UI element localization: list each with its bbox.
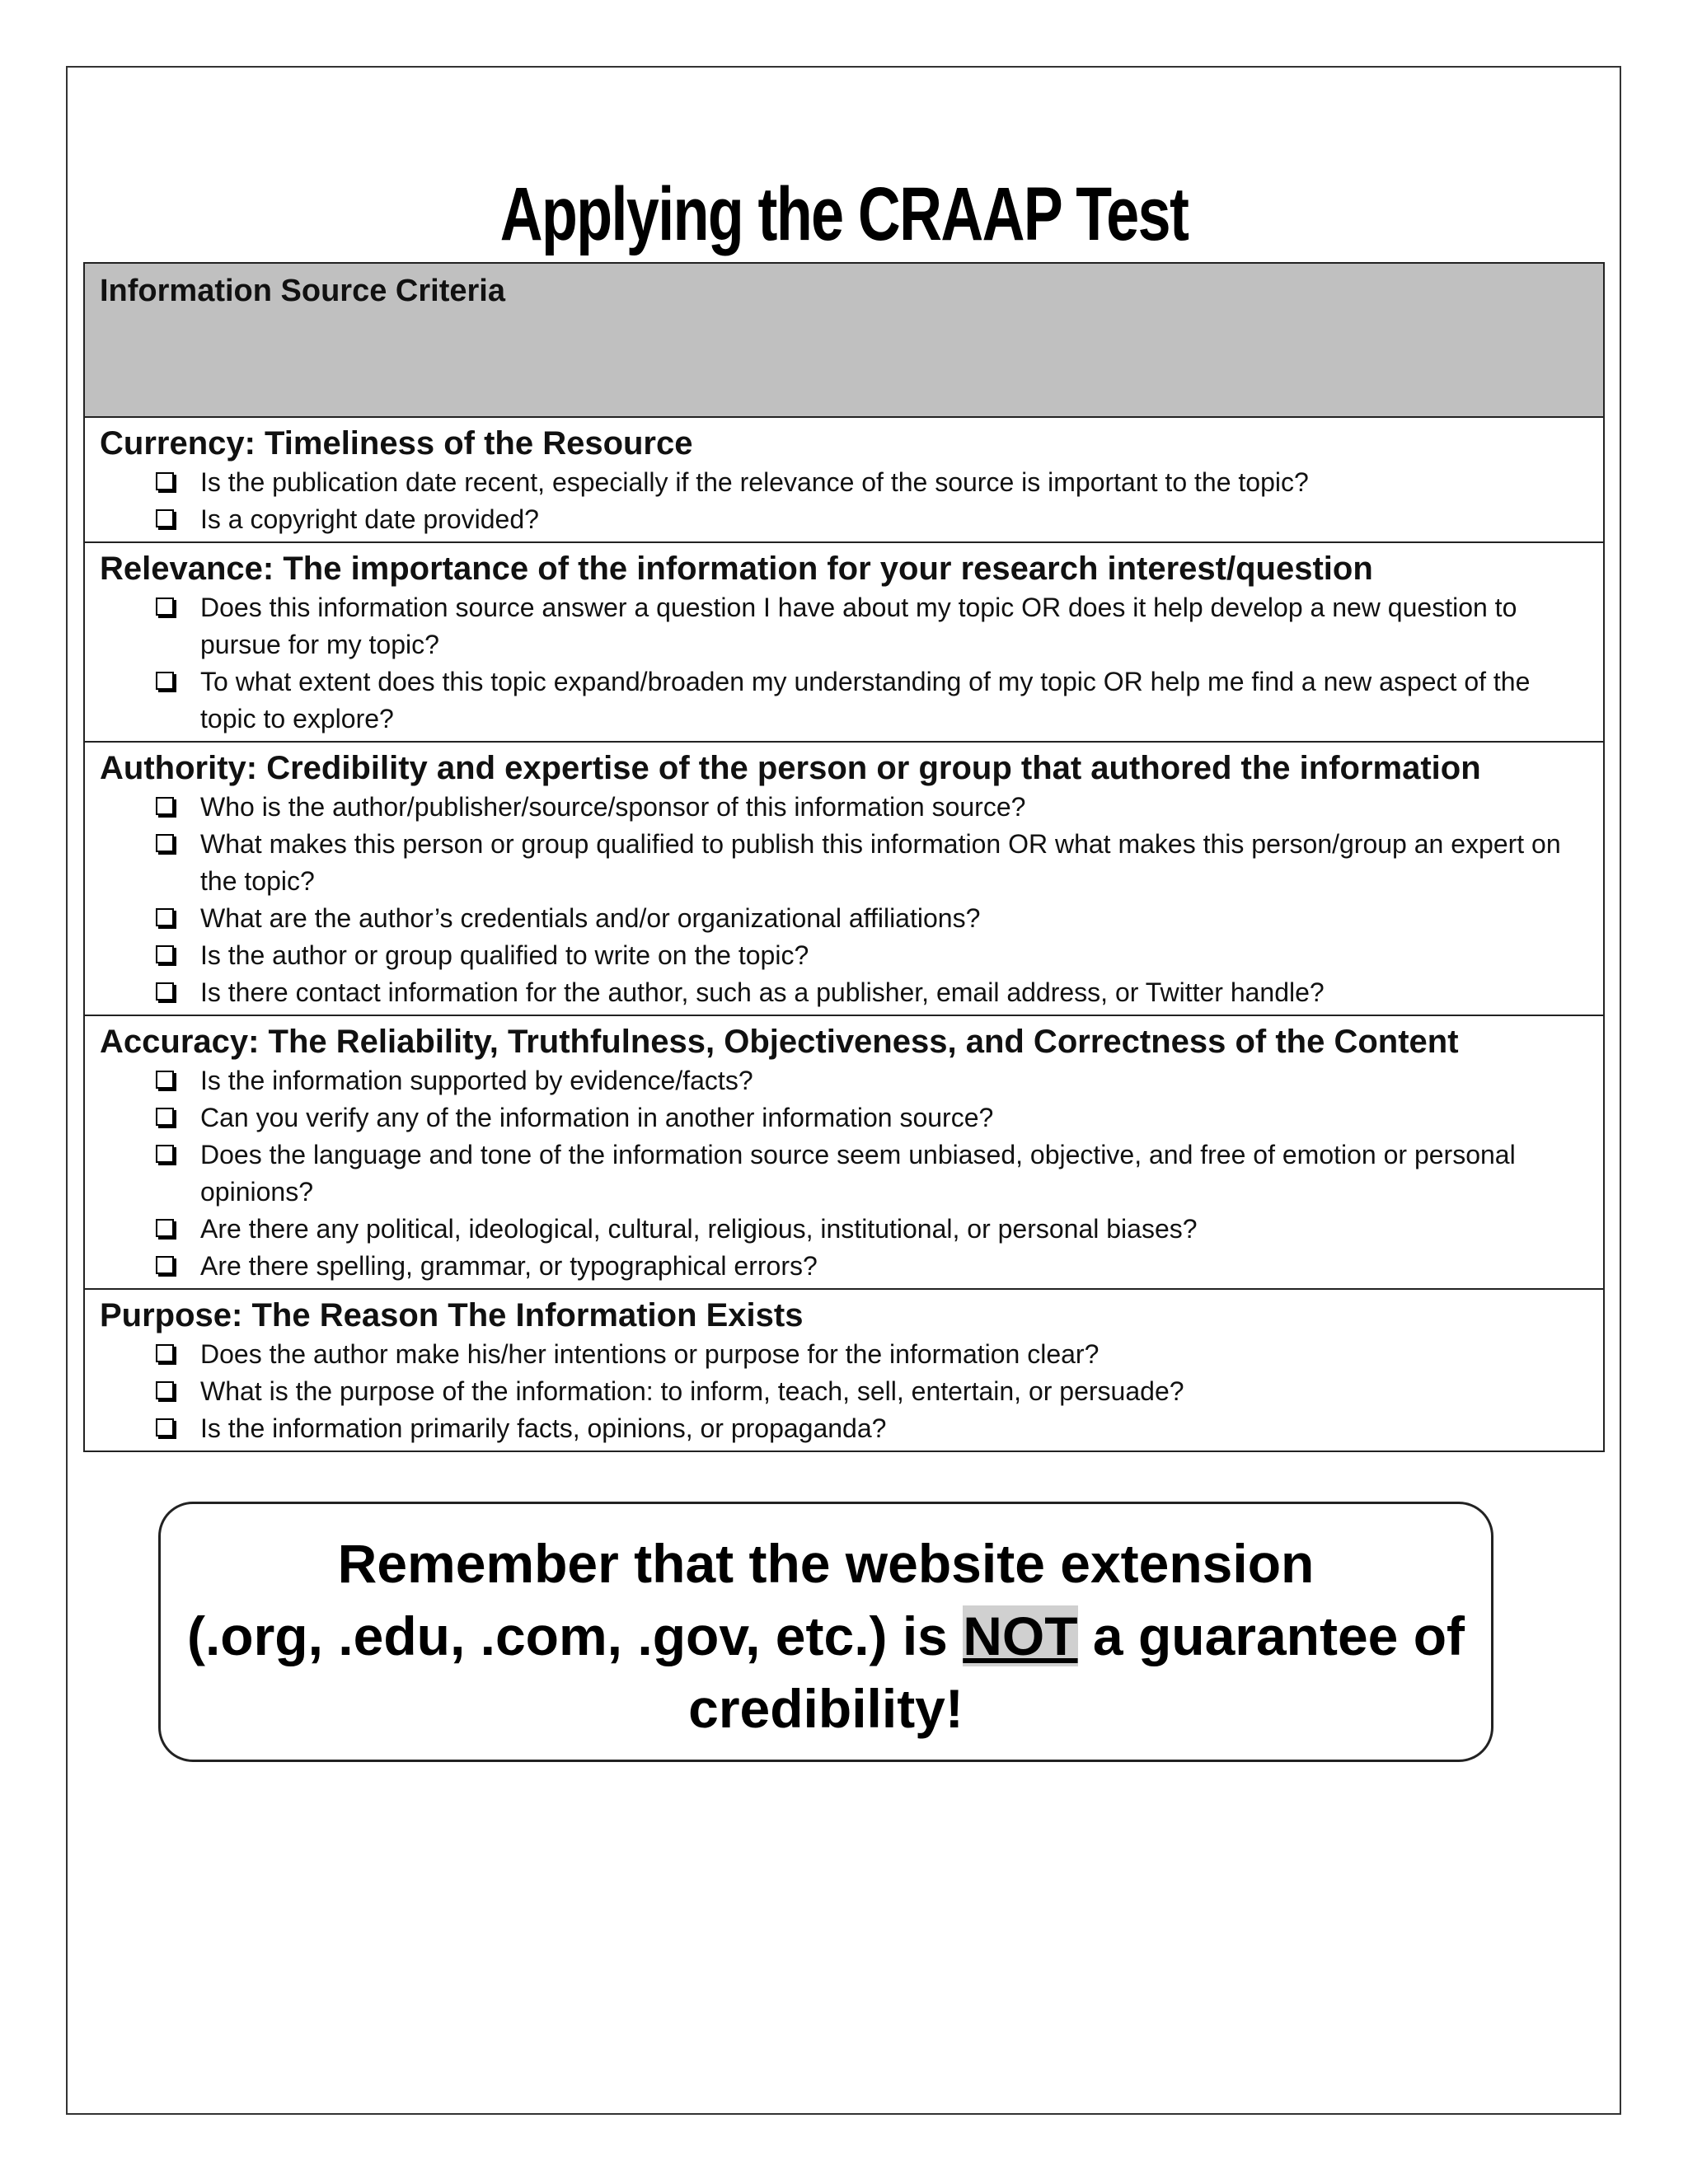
section-heading: Purpose: The Reason The Information Exists: [100, 1297, 804, 1333]
checkbox-icon[interactable]: [156, 1344, 174, 1362]
emphasis-not: NOT: [963, 1605, 1078, 1666]
checklist-item: [100, 1099, 1588, 1137]
page-title: Applying the CRAAP Test: [499, 172, 1189, 256]
checklist: [100, 589, 1588, 738]
checkbox-icon[interactable]: [156, 472, 174, 490]
checklist-item: [100, 589, 1588, 663]
item-text: Is the information primarily facts, opinions, or propaganda?: [200, 1413, 887, 1443]
section-purpose: [85, 1290, 1603, 1451]
callout-line-2: [161, 1600, 1491, 1672]
callout-line-1: Remember that the website extension: [337, 1533, 1315, 1594]
checkbox-icon[interactable]: [156, 1381, 174, 1399]
checklist-item: [100, 1410, 1588, 1447]
criteria-table: [83, 262, 1605, 1452]
checkbox-icon[interactable]: [156, 1071, 174, 1089]
item-text: Does this information source answer a question I have about my topic OR does it help develop a new question to pursue for my topic?: [200, 593, 1517, 659]
item-text: Can you verify any of the information in another information source?: [200, 1103, 994, 1132]
checklist-item: [100, 826, 1588, 900]
checklist-item: [100, 789, 1588, 826]
callout-line-3: credibility!: [688, 1678, 964, 1739]
checkbox-icon[interactable]: [156, 1108, 174, 1126]
item-text: Who is the author/publisher/source/sponsor of this information source?: [200, 792, 1026, 822]
checkbox-icon[interactable]: [156, 834, 174, 852]
item-text: To what extent does this topic expand/broaden my understanding of my topic OR help me find a new aspect of the topic to explore?: [200, 667, 1531, 733]
section-accuracy: [85, 1016, 1603, 1290]
checklist-item: [100, 1211, 1588, 1248]
section-currency: [85, 418, 1603, 543]
reminder-callout: [158, 1502, 1493, 1762]
checkbox-icon[interactable]: [156, 1418, 174, 1436]
checklist-item: [100, 900, 1588, 937]
item-text: Is the information supported by evidence/facts?: [200, 1066, 753, 1095]
item-text: Is a copyright date provided?: [200, 504, 539, 534]
checkbox-icon[interactable]: [156, 509, 174, 527]
checklist-item: [100, 1062, 1588, 1099]
checklist: [100, 789, 1588, 1011]
item-text: Is the author or group qualified to write on the topic?: [200, 940, 809, 970]
checkbox-icon[interactable]: [156, 1256, 174, 1274]
checklist-item: [100, 1336, 1588, 1373]
callout-line-2-start: (.org, .edu, .com, .gov, etc.) is: [186, 1605, 964, 1666]
checklist: [100, 464, 1588, 538]
table-header: Information Source Criteria: [85, 264, 1603, 418]
section-heading: Relevance: The importance of the information for your research interest/question: [100, 551, 1373, 587]
checkbox-icon[interactable]: [156, 1219, 174, 1237]
item-text: Are there spelling, grammar, or typographical errors?: [200, 1251, 818, 1281]
checkbox-icon[interactable]: [156, 982, 174, 1001]
checklist-item: [100, 1248, 1588, 1285]
checklist-item: [100, 937, 1588, 974]
checklist-item: [100, 501, 1588, 538]
section-relevance: [85, 543, 1603, 743]
checklist: [100, 1336, 1588, 1447]
checkbox-icon[interactable]: [156, 945, 174, 963]
item-text: Are there any political, ideological, cultural, religious, institutional, or personal biases?: [200, 1214, 1198, 1244]
item-text: Is the publication date recent, especially if the relevance of the source is important to the topic?: [200, 467, 1309, 497]
checkbox-icon[interactable]: [156, 908, 174, 926]
checklist: [100, 1062, 1588, 1285]
item-text: What are the author’s credentials and/or organizational affiliations?: [200, 903, 981, 933]
item-text: What is the purpose of the information: to inform, teach, sell, entertain, or persuade?: [200, 1376, 1184, 1406]
section-heading: Accuracy: The Reliability, Truthfulness, Objectiveness, and Correctness of the Content: [100, 1024, 1459, 1060]
checklist-item: [100, 1137, 1588, 1211]
section-authority: [85, 743, 1603, 1016]
item-text: Does the language and tone of the information source seem unbiased, objective, and free of emotion or personal opinions?: [200, 1140, 1516, 1207]
checklist-item: [100, 464, 1588, 501]
checklist-item: [100, 1373, 1588, 1410]
checkbox-icon[interactable]: [156, 672, 174, 690]
callout-line-2-end: a guarantee of: [1077, 1605, 1465, 1666]
checkbox-icon[interactable]: [156, 797, 174, 815]
item-text: What makes this person or group qualified to publish this information OR what makes this person/group an expert on the topic?: [200, 829, 1561, 896]
checklist-item: [100, 663, 1588, 738]
checklist-item: [100, 974, 1588, 1011]
section-heading: Authority: Credibility and expertise of the person or group that authored the information: [100, 750, 1481, 786]
checkbox-icon[interactable]: [156, 1145, 174, 1163]
item-text: Is there contact information for the author, such as a publisher, email address, or Twitter handle?: [200, 977, 1325, 1007]
item-text: Does the author make his/her intentions or purpose for the information clear?: [200, 1339, 1100, 1369]
checkbox-icon[interactable]: [156, 598, 174, 616]
section-heading: Currency: Timeliness of the Resource: [100, 425, 693, 462]
